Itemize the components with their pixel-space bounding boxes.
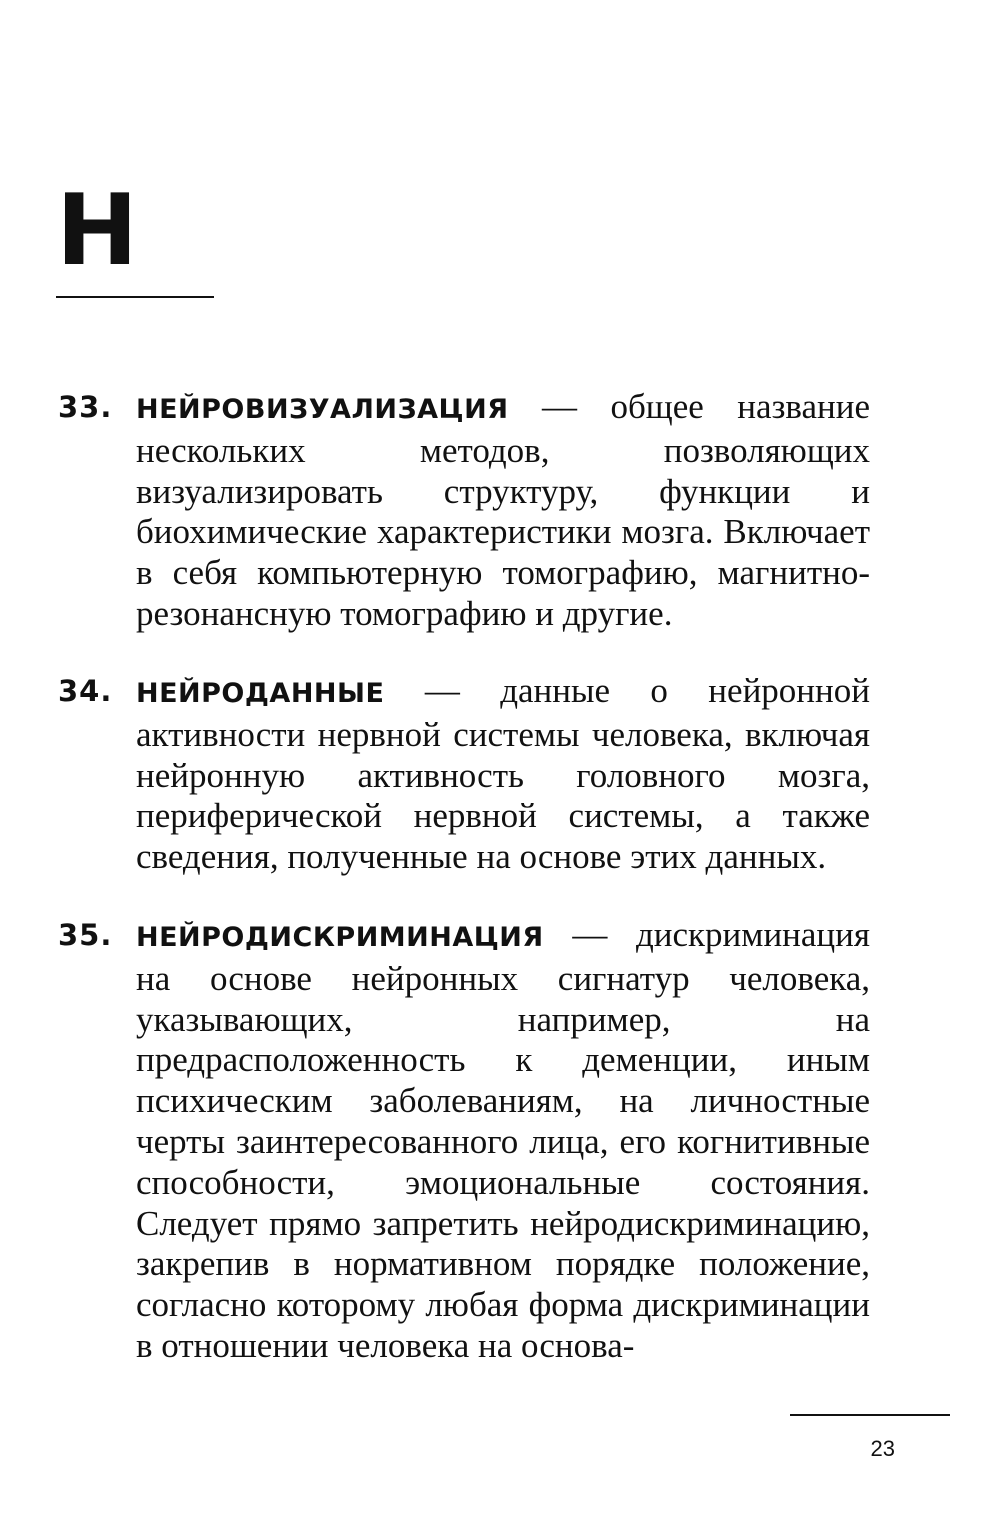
entry-definition: — общее название нескольких методов, позволяющих визуализировать структуру, функции и биохимические характеристики мозга. Включает в себя компьютерную томографию, магнитно-резонансную томографию и другие.: [136, 387, 870, 633]
entry-definition: — данные о нейронной активности нервной системы человека, включая нейронную активность головного мозга, периферической нервной системы, а также сведения, полученные на основе этих данных.: [136, 671, 870, 877]
entry-text: [136, 915, 870, 1367]
entry-term: НЕЙРОДИСКРИМИНАЦИЯ: [136, 922, 544, 953]
page-number: 23: [870, 1436, 895, 1461]
section-letter: Н: [56, 174, 139, 288]
footer-divider: [790, 1414, 950, 1416]
entry-text: [136, 387, 870, 635]
glossary-entry: [58, 915, 870, 1367]
entry-number: 33.: [58, 390, 113, 424]
entry-term: НЕЙРОВИЗУАЛИЗАЦИЯ: [136, 394, 509, 425]
entry-number: 35.: [58, 918, 113, 952]
glossary-entry: [58, 671, 870, 878]
entry-term: НЕЙРОДАННЫЕ: [136, 678, 385, 709]
section-divider: [56, 296, 214, 298]
entry-number: 34.: [58, 674, 113, 708]
entry-definition: — дискриминация на основе нейронных сигнатур человека, указывающих, например, на предрасположенность к деменции, иным психическим заболеваниям, на личностные черты заинтересованного лица, его когнитивные способности, эмоциональные состояния. Следует прямо запретить нейродискриминацию, закрепив в нормативном порядке положение, согласно которому любая форма дискриминации в отношении человека на основа-: [136, 915, 870, 1365]
glossary-entry: [58, 387, 870, 635]
entry-text: [136, 671, 870, 878]
